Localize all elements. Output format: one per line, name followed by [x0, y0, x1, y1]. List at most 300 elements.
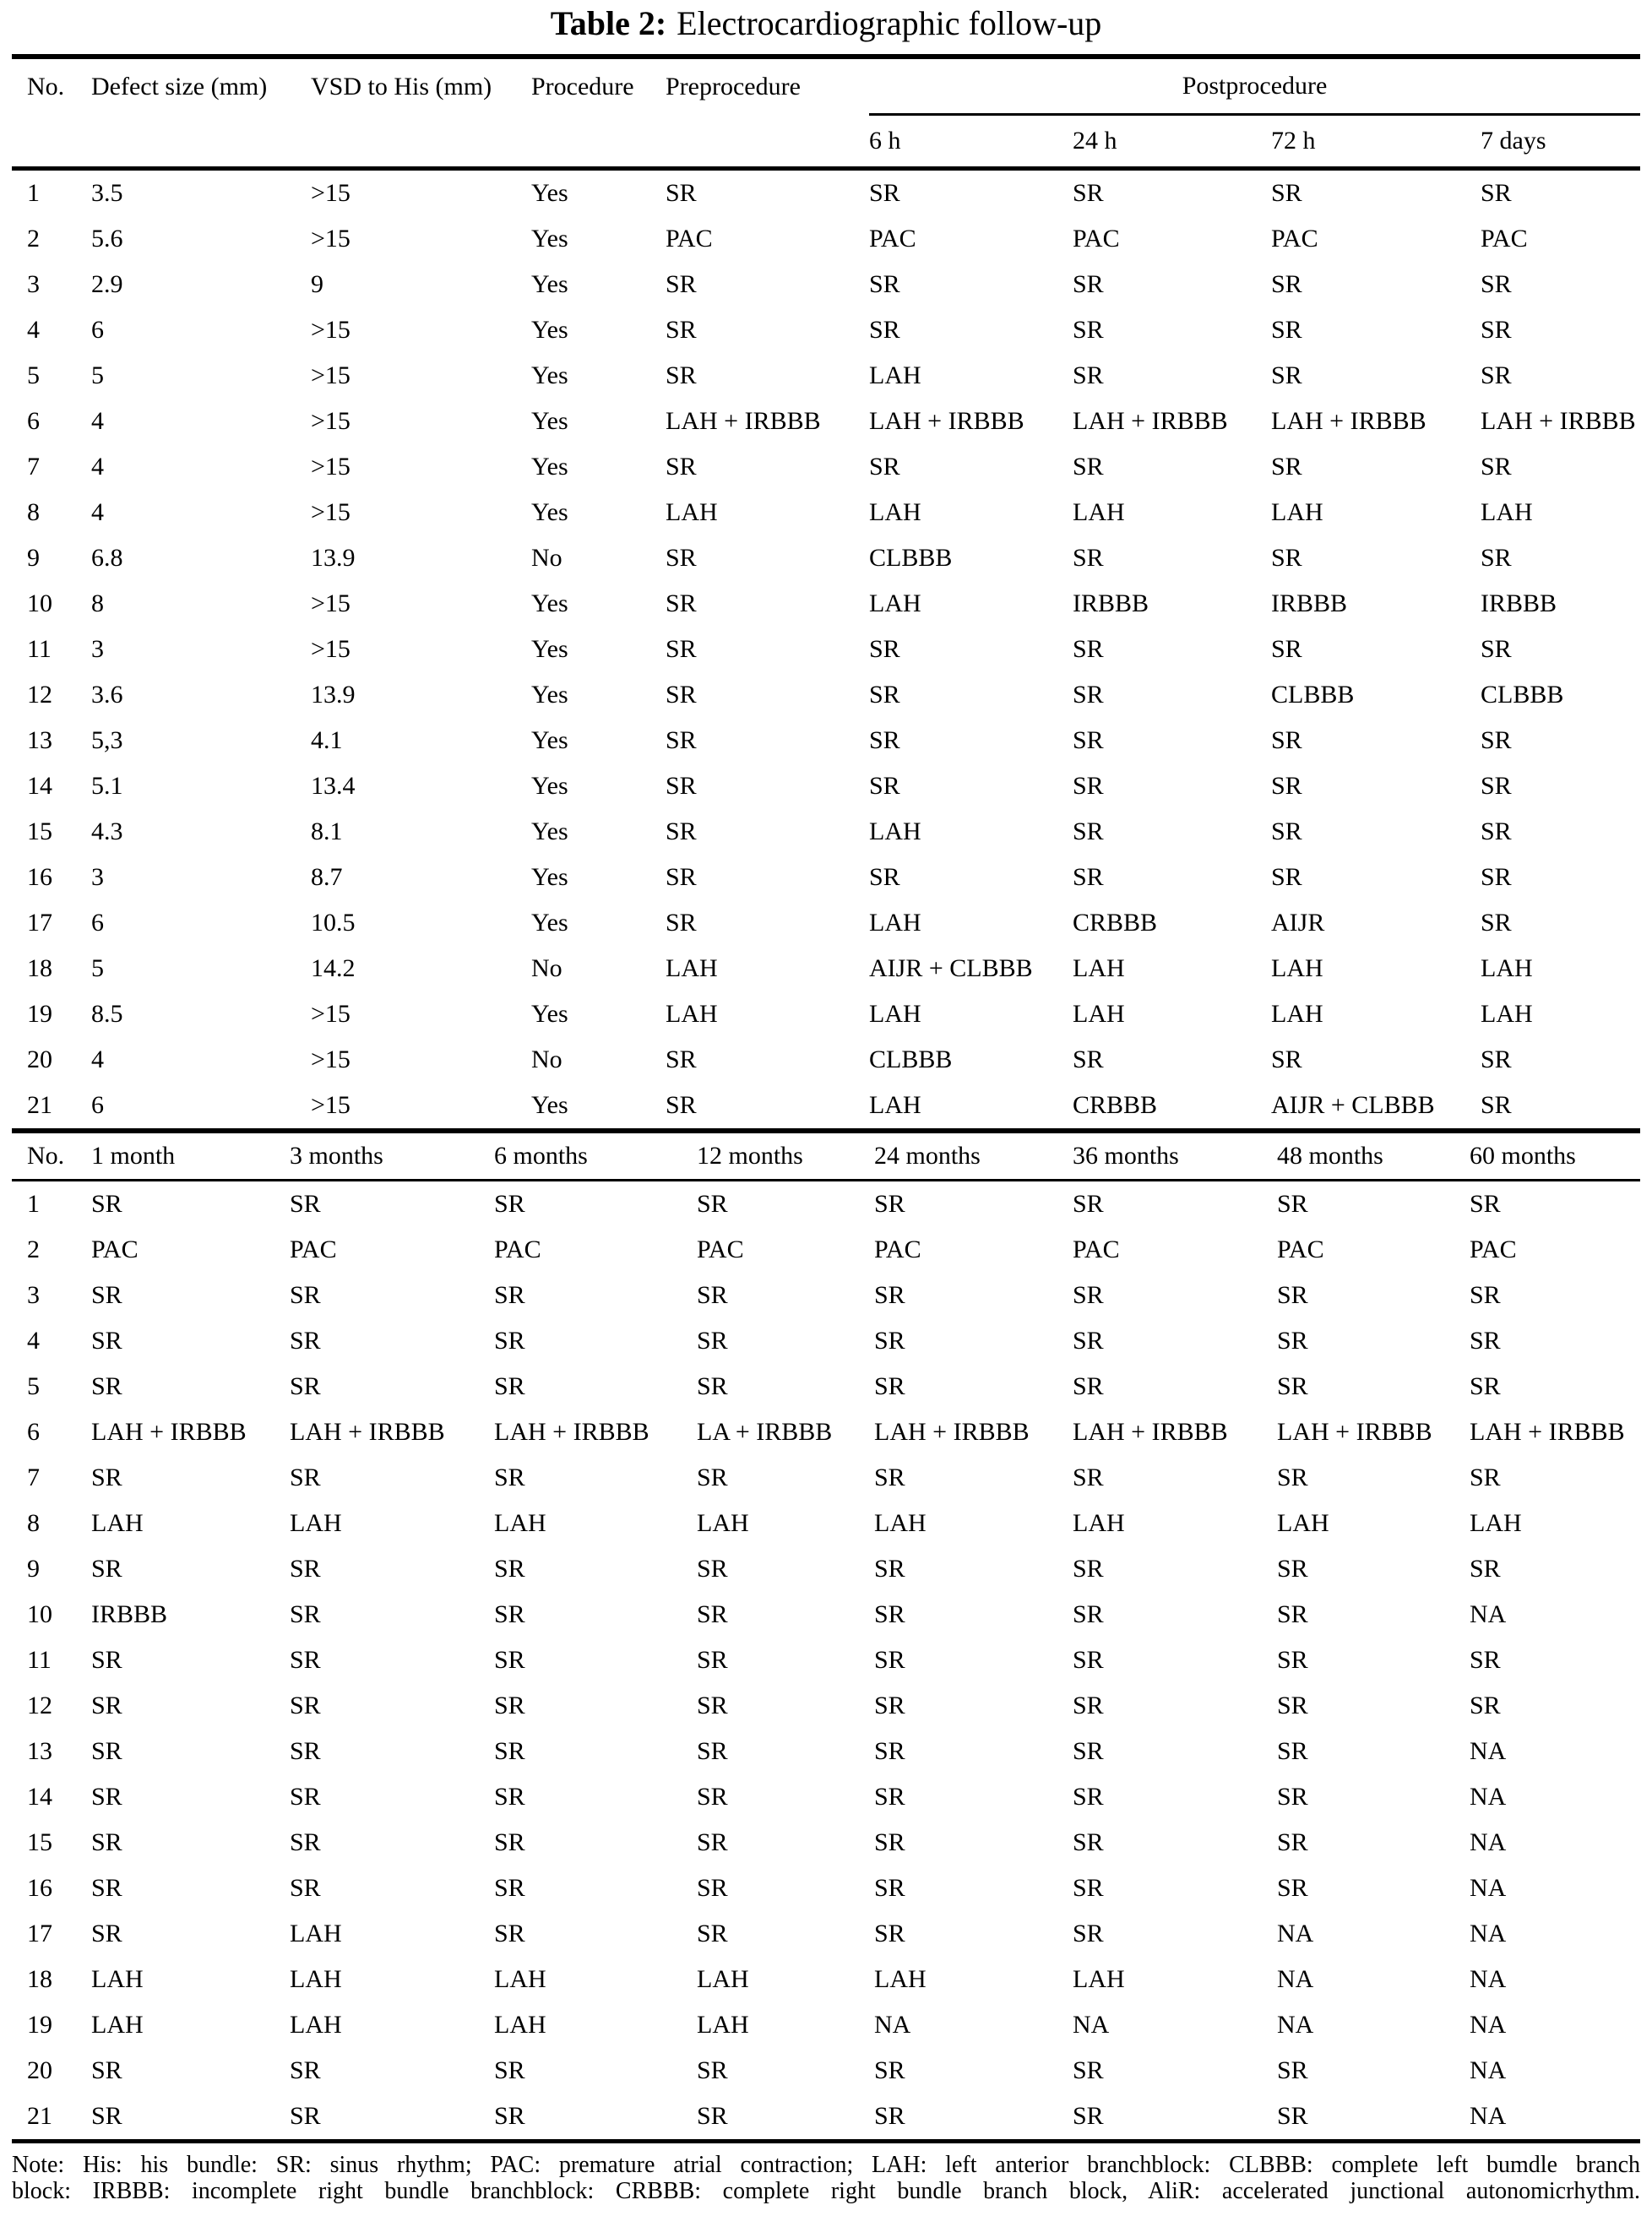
data-cell: SR: [91, 1372, 122, 1400]
data-cell: Yes: [531, 407, 568, 435]
data-cell: SR: [697, 1920, 728, 1947]
table-row: [12, 672, 1640, 718]
table-row: [12, 1592, 1640, 1638]
data-cell: LAH: [874, 1509, 927, 1537]
data-cell: Yes: [531, 681, 568, 709]
data-cell: NA: [1470, 2011, 1507, 2039]
table-title: [12, 5, 1640, 42]
data-cell: SR: [1073, 635, 1104, 663]
table-row: [12, 946, 1640, 991]
data-cell: SR: [1481, 316, 1512, 344]
data-cell: SR: [290, 1555, 321, 1583]
data-cell: SR: [1073, 1646, 1104, 1674]
data-cell: SR: [1073, 681, 1104, 709]
table-row: [12, 1318, 1640, 1364]
data-cell: SR: [1470, 1281, 1501, 1309]
row-number-cell: 12: [27, 1692, 52, 1719]
data-cell: LAH + IRBBB: [1073, 1418, 1228, 1446]
data-cell: LAH: [1073, 1000, 1125, 1028]
data-cell: SR: [1073, 1692, 1104, 1719]
table-row: [12, 262, 1640, 307]
data-cell: SR: [1277, 1190, 1308, 1218]
data-cell: SR: [1073, 544, 1104, 572]
data-cell: SR: [494, 1372, 525, 1400]
column-header-48-months: 48 months: [1277, 1142, 1383, 1170]
table-row: [12, 1181, 1640, 1228]
data-cell: SR: [1073, 179, 1104, 207]
data-cell: 5.6: [91, 225, 123, 253]
column-header-procedure: Procedure: [531, 73, 634, 100]
table-row: [12, 1774, 1640, 1820]
table-row: [12, 2002, 1640, 2048]
table-row: [12, 216, 1640, 262]
data-cell: SR: [290, 1281, 321, 1309]
row-number-cell: 18: [27, 1965, 52, 1993]
data-cell: SR: [1073, 772, 1104, 800]
table-row: [12, 1683, 1640, 1729]
data-cell: SR: [869, 316, 900, 344]
row-number-cell: 19: [27, 1000, 52, 1028]
data-cell: SR: [697, 1464, 728, 1491]
data-cell: SR: [1277, 1737, 1308, 1765]
row-number-cell: 13: [27, 1737, 52, 1765]
data-cell: SR: [1470, 1372, 1501, 1400]
data-cell: SR: [666, 635, 697, 663]
data-cell: SR: [1271, 1046, 1302, 1073]
table-row: [12, 718, 1640, 763]
row-number-cell: 4: [27, 1327, 40, 1355]
data-cell: SR: [494, 1464, 525, 1491]
data-cell: SR: [494, 2056, 525, 2084]
data-cell: 5: [91, 361, 104, 389]
data-cell: 8: [91, 589, 104, 617]
data-cell: Yes: [531, 179, 568, 207]
table-title-label: Table 2:: [550, 4, 667, 42]
data-cell: PAC: [874, 1236, 921, 1263]
data-cell: LAH + IRBBB: [1481, 407, 1636, 435]
data-cell: PAC: [697, 1236, 744, 1263]
data-cell: PAC: [494, 1236, 541, 1263]
data-cell: SR: [1271, 772, 1302, 800]
data-cell: 13.9: [311, 681, 356, 709]
data-cell: NA: [874, 2011, 911, 2039]
row-number-cell: 6: [27, 407, 40, 435]
data-cell: SR: [494, 1555, 525, 1583]
data-cell: SR: [697, 1281, 728, 1309]
data-cell: >15: [311, 407, 351, 435]
data-cell: LAH: [1073, 954, 1125, 982]
data-cell: SR: [1481, 635, 1512, 663]
row-number-cell: 9: [27, 544, 40, 572]
data-cell: SR: [1481, 772, 1512, 800]
data-cell: SR: [290, 1828, 321, 1856]
data-cell: LA + IRBBB: [697, 1418, 833, 1446]
data-cell: PAC: [1073, 225, 1120, 253]
data-cell: PAC: [1470, 1236, 1517, 1263]
data-cell: No: [531, 1046, 562, 1073]
data-cell: SR: [1277, 1783, 1308, 1811]
data-cell: LAH + IRBBB: [666, 407, 821, 435]
data-cell: SR: [869, 179, 900, 207]
data-cell: SR: [1277, 1828, 1308, 1856]
table-row: [12, 1409, 1640, 1455]
ecg-followup-early-table: [12, 54, 1640, 1128]
column-header-vsd-to-his: VSD to His (mm): [311, 73, 492, 100]
data-cell: SR: [494, 1692, 525, 1719]
table-row: [12, 2094, 1640, 2142]
row-number-cell: 11: [27, 635, 52, 663]
table-row: [12, 1866, 1640, 1911]
data-cell: CLBBB: [1271, 681, 1355, 709]
data-cell: Yes: [531, 225, 568, 253]
data-cell: SR: [666, 772, 697, 800]
data-cell: SR: [290, 2102, 321, 2130]
data-cell: SR: [1470, 1646, 1501, 1674]
data-cell: LAH: [290, 1920, 342, 1947]
table-row: [12, 627, 1640, 672]
data-cell: SR: [290, 1874, 321, 1902]
data-cell: SR: [1271, 863, 1302, 891]
data-cell: LAH: [666, 498, 718, 526]
column-header-60-months: 60 months: [1470, 1142, 1576, 1170]
data-cell: NA: [1470, 1600, 1507, 1628]
data-cell: SR: [666, 179, 697, 207]
data-cell: LAH: [1073, 498, 1125, 526]
data-cell: SR: [494, 1828, 525, 1856]
data-cell: SR: [1481, 544, 1512, 572]
data-cell: 8.7: [311, 863, 343, 891]
data-cell: SR: [91, 1737, 122, 1765]
table-row: [12, 1083, 1640, 1128]
data-cell: Yes: [531, 589, 568, 617]
row-number-cell: 20: [27, 2056, 52, 2084]
data-cell: Yes: [531, 316, 568, 344]
data-cell: NA: [1277, 1920, 1314, 1947]
data-cell: SR: [1277, 1692, 1308, 1719]
data-cell: LAH: [697, 1509, 749, 1537]
row-number-cell: 14: [27, 1783, 52, 1811]
data-cell: 4: [91, 407, 104, 435]
data-cell: SR: [1271, 726, 1302, 754]
data-cell: 5.1: [91, 772, 123, 800]
data-cell: LAH: [494, 2011, 546, 2039]
row-number-cell: 5: [27, 361, 40, 389]
data-cell: Yes: [531, 817, 568, 845]
data-cell: SR: [666, 1091, 697, 1119]
data-cell: No: [531, 544, 562, 572]
data-cell: SR: [874, 1646, 905, 1674]
data-cell: LAH + IRBBB: [290, 1418, 445, 1446]
data-cell: IRBBB: [91, 1600, 168, 1628]
data-cell: SR: [1073, 453, 1104, 481]
data-cell: PAC: [290, 1236, 337, 1263]
data-cell: SR: [91, 2102, 122, 2130]
data-cell: SR: [666, 1046, 697, 1073]
data-cell: SR: [91, 1646, 122, 1674]
row-number-cell: 21: [27, 2102, 52, 2130]
data-cell: >15: [311, 635, 351, 663]
data-cell: SR: [869, 863, 900, 891]
table-row: [12, 1455, 1640, 1501]
table-row: [12, 353, 1640, 399]
data-cell: 6: [91, 316, 104, 344]
data-cell: SR: [91, 1828, 122, 1856]
data-cell: PAC: [1073, 1236, 1120, 1263]
table-row: [12, 855, 1640, 900]
data-cell: SR: [1073, 1600, 1104, 1628]
data-cell: SR: [494, 1281, 525, 1309]
data-cell: SR: [1277, 1281, 1308, 1309]
data-cell: SR: [874, 1828, 905, 1856]
data-cell: LAH: [1481, 498, 1533, 526]
row-number-cell: 10: [27, 589, 52, 617]
data-cell: SR: [874, 1692, 905, 1719]
data-cell: SR: [91, 2056, 122, 2084]
table-row: [12, 535, 1640, 581]
table-row: [12, 1820, 1640, 1866]
table-row: [12, 581, 1640, 627]
data-cell: SR: [1271, 635, 1302, 663]
table-row: [12, 1729, 1640, 1774]
row-number-cell: 17: [27, 909, 52, 937]
data-cell: >15: [311, 1000, 351, 1028]
column-header-36-months: 36 months: [1073, 1142, 1179, 1170]
data-cell: 4.3: [91, 817, 123, 845]
data-cell: SR: [1073, 2102, 1104, 2130]
data-cell: LAH + IRBBB: [494, 1418, 649, 1446]
data-cell: Yes: [531, 498, 568, 526]
row-number-cell: 7: [27, 1464, 40, 1491]
data-cell: SR: [666, 589, 697, 617]
data-cell: SR: [697, 1783, 728, 1811]
data-cell: SR: [874, 1327, 905, 1355]
data-cell: LAH: [290, 1509, 342, 1537]
data-cell: LAH: [869, 1091, 921, 1119]
data-cell: LAH: [290, 2011, 342, 2039]
header-row-main: [12, 57, 1640, 115]
row-number-cell: 18: [27, 954, 52, 982]
data-cell: PAC: [1271, 225, 1318, 253]
data-cell: AIJR: [1271, 909, 1325, 937]
data-cell: SR: [290, 1327, 321, 1355]
data-cell: SR: [1073, 1281, 1104, 1309]
data-cell: SR: [666, 316, 697, 344]
data-cell: SR: [290, 1737, 321, 1765]
data-cell: SR: [290, 1372, 321, 1400]
row-number-cell: 17: [27, 1920, 52, 1947]
data-cell: >15: [311, 1046, 351, 1073]
data-cell: IRBBB: [1073, 589, 1149, 617]
row-number-cell: 15: [27, 817, 52, 845]
data-cell: 4: [91, 498, 104, 526]
data-cell: 8.1: [311, 817, 343, 845]
data-cell: SR: [697, 2102, 728, 2130]
data-cell: PAC: [1277, 1236, 1324, 1263]
data-cell: SR: [874, 1920, 905, 1947]
data-cell: NA: [1470, 1965, 1507, 1993]
data-cell: SR: [290, 1600, 321, 1628]
data-cell: SR: [1271, 316, 1302, 344]
table-row: [12, 307, 1640, 353]
data-cell: SR: [1470, 1555, 1501, 1583]
data-cell: SR: [874, 1372, 905, 1400]
data-cell: SR: [1481, 863, 1512, 891]
data-cell: LAH: [697, 1965, 749, 1993]
data-cell: SR: [874, 2102, 905, 2130]
data-cell: LAH + IRBBB: [91, 1418, 247, 1446]
data-cell: SR: [697, 1646, 728, 1674]
data-cell: PAC: [666, 225, 713, 253]
data-cell: 13.9: [311, 544, 356, 572]
data-cell: SR: [1073, 1555, 1104, 1583]
data-cell: SR: [697, 1555, 728, 1583]
table-row: [12, 809, 1640, 855]
data-cell: SR: [1481, 1046, 1512, 1073]
data-cell: SR: [1271, 179, 1302, 207]
data-cell: NA: [1277, 2011, 1314, 2039]
data-cell: SR: [1277, 1555, 1308, 1583]
data-cell: AIJR + CLBBB: [869, 954, 1033, 982]
data-cell: 6: [91, 1091, 104, 1119]
column-header-24-months: 24 months: [874, 1142, 981, 1170]
data-cell: SR: [1073, 1190, 1104, 1218]
ecg-followup-late-table: [12, 1128, 1640, 2143]
data-cell: SR: [697, 1190, 728, 1218]
table-row: [12, 1957, 1640, 2002]
data-cell: SR: [1481, 179, 1512, 207]
data-cell: >15: [311, 225, 351, 253]
data-cell: 4.1: [311, 726, 343, 754]
table-row: [12, 1638, 1640, 1683]
data-cell: LAH: [869, 1000, 921, 1028]
data-cell: NA: [1470, 2056, 1507, 2084]
data-cell: LAH: [697, 2011, 749, 2039]
column-header-no: No.: [27, 1142, 65, 1170]
data-cell: >15: [311, 589, 351, 617]
column-header-6-months: 6 months: [494, 1142, 588, 1170]
data-cell: SR: [1073, 1920, 1104, 1947]
data-cell: SR: [494, 1190, 525, 1218]
table-row: [12, 1227, 1640, 1273]
data-cell: Yes: [531, 726, 568, 754]
data-cell: LAH: [869, 589, 921, 617]
row-number-cell: 3: [27, 1281, 40, 1309]
data-cell: SR: [1277, 2056, 1308, 2084]
data-cell: SR: [666, 817, 697, 845]
data-cell: SR: [290, 1692, 321, 1719]
data-cell: LAH: [869, 361, 921, 389]
row-number-cell: 12: [27, 681, 52, 709]
data-cell: LAH: [1271, 1000, 1323, 1028]
data-cell: SR: [869, 635, 900, 663]
data-cell: SR: [290, 2056, 321, 2084]
row-number-cell: 10: [27, 1600, 52, 1628]
row-number-cell: 13: [27, 726, 52, 754]
data-cell: SR: [666, 361, 697, 389]
data-cell: LAH: [869, 498, 921, 526]
data-cell: PAC: [91, 1236, 139, 1263]
data-cell: SR: [869, 772, 900, 800]
data-cell: LAH + IRBBB: [874, 1418, 1030, 1446]
data-cell: SR: [1277, 1874, 1308, 1902]
data-cell: SR: [1271, 361, 1302, 389]
data-cell: NA: [1470, 1920, 1507, 1947]
row-number-cell: 9: [27, 1555, 40, 1583]
data-cell: SR: [91, 1464, 122, 1491]
data-cell: SR: [494, 1327, 525, 1355]
data-cell: 4: [91, 453, 104, 481]
table-row: [12, 399, 1640, 444]
row-number-cell: 2: [27, 225, 40, 253]
data-cell: SR: [290, 1190, 321, 1218]
data-cell: LAH: [1470, 1509, 1522, 1537]
data-cell: Yes: [531, 1091, 568, 1119]
data-cell: SR: [91, 1190, 122, 1218]
data-cell: SR: [1073, 2056, 1104, 2084]
table-row: [12, 1546, 1640, 1592]
data-cell: LAH: [666, 1000, 718, 1028]
data-cell: PAC: [869, 225, 916, 253]
row-number-cell: 16: [27, 1874, 52, 1902]
table-title-text: Electrocardiographic follow-up: [677, 4, 1102, 42]
data-cell: 8.5: [91, 1000, 123, 1028]
data-cell: SR: [1073, 1046, 1104, 1073]
data-cell: CRBBB: [1073, 1091, 1158, 1119]
data-cell: Yes: [531, 909, 568, 937]
row-number-cell: 2: [27, 1236, 40, 1263]
data-cell: LAH + IRBBB: [1277, 1418, 1432, 1446]
data-cell: SR: [1073, 817, 1104, 845]
data-cell: >15: [311, 361, 351, 389]
data-cell: 6: [91, 909, 104, 937]
data-cell: LAH + IRBBB: [1470, 1418, 1625, 1446]
late-table-body: [12, 1181, 1640, 2142]
data-cell: >15: [311, 498, 351, 526]
row-number-cell: 16: [27, 863, 52, 891]
data-cell: SR: [494, 1783, 525, 1811]
data-cell: CRBBB: [1073, 909, 1158, 937]
data-cell: SR: [1277, 1646, 1308, 1674]
data-cell: 5,3: [91, 726, 123, 754]
data-cell: SR: [1277, 1464, 1308, 1491]
data-cell: SR: [666, 863, 697, 891]
data-cell: SR: [874, 2056, 905, 2084]
data-cell: SR: [1470, 1464, 1501, 1491]
data-cell: SR: [1470, 1190, 1501, 1218]
data-cell: AIJR + CLBBB: [1271, 1091, 1435, 1119]
data-cell: SR: [290, 1783, 321, 1811]
row-number-cell: 8: [27, 498, 40, 526]
data-cell: SR: [697, 1692, 728, 1719]
data-cell: LAH: [1073, 1965, 1125, 1993]
data-cell: SR: [666, 270, 697, 298]
row-number-cell: 21: [27, 1091, 52, 1119]
data-cell: >15: [311, 1091, 351, 1119]
data-cell: SR: [1481, 1091, 1512, 1119]
row-number-cell: 11: [27, 1646, 52, 1674]
data-cell: 3.5: [91, 179, 123, 207]
data-cell: LAH: [1271, 954, 1323, 982]
footnote-line-2: block: IRBBB: incomplete right bundle branchblock: CRBBB: complete right bundle branch block, AliR: accelerated junctional autonomicrhythm.: [12, 2178, 1640, 2204]
data-cell: 14.2: [311, 954, 356, 982]
data-cell: SR: [874, 1783, 905, 1811]
data-cell: 6.8: [91, 544, 123, 572]
row-number-cell: 20: [27, 1046, 52, 1073]
data-cell: SR: [1271, 817, 1302, 845]
data-cell: SR: [91, 1920, 122, 1947]
data-cell: LAH: [1277, 1509, 1329, 1537]
table-row: [12, 169, 1640, 217]
